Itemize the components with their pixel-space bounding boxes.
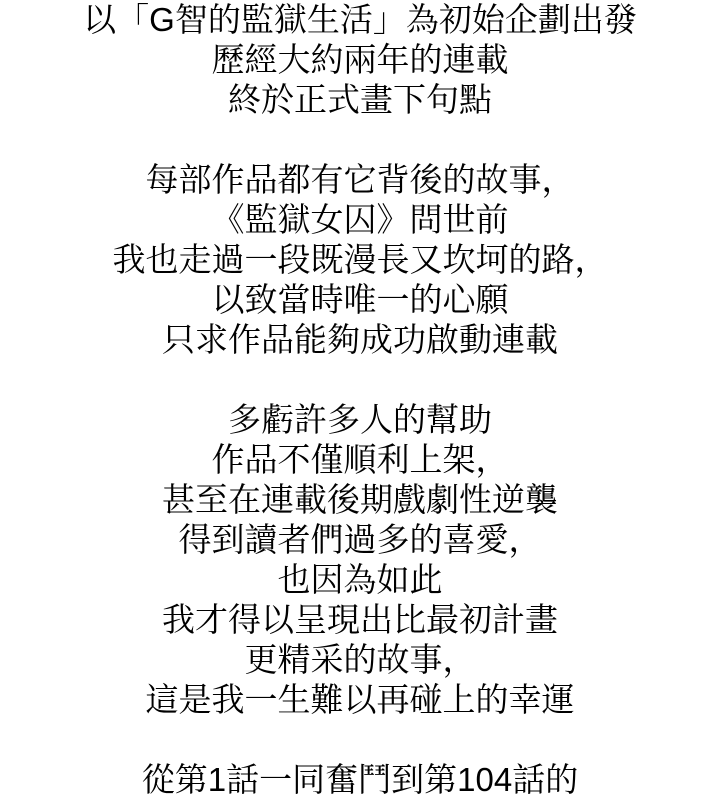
text-line: 作品不僅順利上架， bbox=[211, 441, 509, 478]
text-line: 以「G智的監獄生活」為初始企劃出發 bbox=[83, 1, 637, 38]
text-line: 每部作品都有它背後的故事， bbox=[145, 161, 575, 198]
text-line: 更精采的故事， bbox=[244, 641, 476, 678]
text-line: 也因為如此 bbox=[277, 561, 443, 598]
text-line: 甚至在連載後期戲劇性逆襲 bbox=[162, 481, 558, 518]
text-line: 這是我一生難以再碰上的幸運 bbox=[145, 681, 575, 718]
paragraph bbox=[0, 160, 720, 360]
paragraph bbox=[0, 760, 720, 800]
text-line: 得到讀者們過多的喜愛， bbox=[178, 521, 542, 558]
text-line: 多虧許多人的幫助 bbox=[228, 401, 492, 438]
text-line: 《監獄女囚》問世前 bbox=[211, 201, 509, 238]
paragraph bbox=[0, 400, 720, 720]
text-line: 只求作品能夠成功啟動連載 bbox=[162, 321, 558, 358]
text-line: 我才得以呈現出比最初計畫 bbox=[162, 601, 558, 638]
text-line: 從第1話一同奮鬥到第104話的 bbox=[141, 761, 579, 798]
text-line: 終於正式畫下句點 bbox=[228, 81, 492, 118]
text-line: 以致當時唯一的心願 bbox=[211, 281, 509, 318]
paragraph bbox=[0, 0, 720, 120]
text-line: 歷經大約兩年的連載 bbox=[211, 41, 509, 78]
text-line: 我也走過一段既漫長又坎坷的路， bbox=[112, 241, 608, 278]
